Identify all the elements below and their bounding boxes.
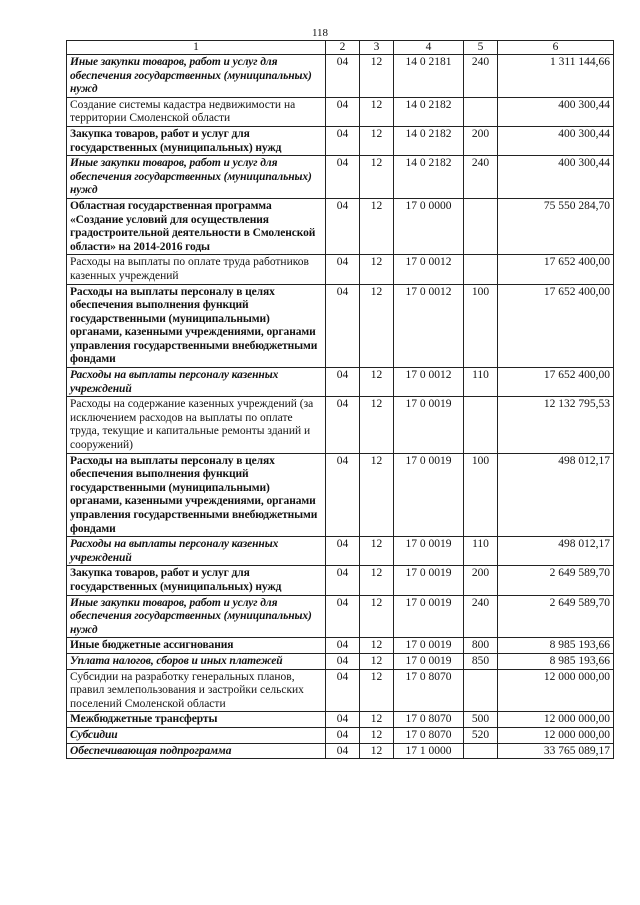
section-code-cell: 04	[326, 198, 360, 254]
target-article-cell: 17 0 8070	[394, 669, 464, 712]
subsection-code-cell: 12	[360, 397, 394, 453]
section-code-cell: 04	[326, 368, 360, 397]
column-header: 5	[464, 41, 498, 55]
expense-type-cell: 200	[464, 126, 498, 155]
expense-type-cell	[464, 198, 498, 254]
section-code-cell: 04	[326, 97, 360, 126]
section-code-cell: 04	[326, 727, 360, 743]
target-article-cell: 17 0 0012	[394, 255, 464, 284]
expense-type-cell: 110	[464, 368, 498, 397]
budget-table	[66, 40, 614, 759]
amount-cell: 12 000 000,00	[498, 669, 614, 712]
amount-cell: 17 652 400,00	[498, 255, 614, 284]
subsection-code-cell: 12	[360, 156, 394, 199]
expense-name-cell: Иные закупки товаров, работ и услуг для обеспечения государственных (муниципальных) нужд	[67, 156, 326, 199]
amount-cell: 12 132 795,53	[498, 397, 614, 453]
target-article-cell: 17 0 8070	[394, 727, 464, 743]
expense-type-cell	[464, 743, 498, 759]
subsection-code-cell: 12	[360, 55, 394, 98]
table-row	[67, 55, 614, 98]
target-article-cell: 14 0 2181	[394, 55, 464, 98]
target-article-cell: 14 0 2182	[394, 156, 464, 199]
subsection-code-cell: 12	[360, 653, 394, 669]
subsection-code-cell: 12	[360, 566, 394, 595]
table-body	[67, 55, 614, 759]
table-row	[67, 566, 614, 595]
expense-name-cell: Расходы на выплаты персоналу в целях обеспечения выполнения функций государственными (муниципальными) органами, казенными учреждениями, органами управления государственными внебюджетными фондами	[67, 284, 326, 368]
section-code-cell: 04	[326, 712, 360, 728]
section-code-cell: 04	[326, 566, 360, 595]
column-header: 6	[498, 41, 614, 55]
target-article-cell: 17 0 0012	[394, 284, 464, 368]
subsection-code-cell: 12	[360, 284, 394, 368]
table-row	[67, 453, 614, 537]
expense-name-cell: Межбюджетные трансферты	[67, 712, 326, 728]
expense-type-cell	[464, 97, 498, 126]
target-article-cell: 17 0 8070	[394, 712, 464, 728]
target-article-cell: 17 0 0000	[394, 198, 464, 254]
expense-name-cell: Иные закупки товаров, работ и услуг для обеспечения государственных (муниципальных) нужд	[67, 595, 326, 638]
target-article-cell: 17 0 0012	[394, 368, 464, 397]
table-row	[67, 595, 614, 638]
amount-cell: 400 300,44	[498, 126, 614, 155]
section-code-cell: 04	[326, 638, 360, 654]
expense-type-cell: 520	[464, 727, 498, 743]
amount-cell: 33 765 089,17	[498, 743, 614, 759]
expense-name-cell: Областная государственная программа «Создание условий для осуществления градостроительной деятельности в Смоленской области» на 2014-2016 годы	[67, 198, 326, 254]
expense-type-cell: 110	[464, 537, 498, 566]
expense-type-cell: 500	[464, 712, 498, 728]
section-code-cell: 04	[326, 55, 360, 98]
expense-type-cell: 240	[464, 55, 498, 98]
target-article-cell: 17 0 0019	[394, 566, 464, 595]
expense-name-cell: Расходы на выплаты персоналу казенных учреждений	[67, 368, 326, 397]
amount-cell: 400 300,44	[498, 156, 614, 199]
amount-cell: 17 652 400,00	[498, 284, 614, 368]
expense-name-cell: Закупка товаров, работ и услуг для государственных (муниципальных) нужд	[67, 566, 326, 595]
section-code-cell: 04	[326, 126, 360, 155]
table-row	[67, 743, 614, 759]
section-code-cell: 04	[326, 653, 360, 669]
amount-cell: 2 649 589,70	[498, 566, 614, 595]
target-article-cell: 17 0 0019	[394, 595, 464, 638]
section-code-cell: 04	[326, 397, 360, 453]
subsection-code-cell: 12	[360, 669, 394, 712]
section-code-cell: 04	[326, 537, 360, 566]
expense-name-cell: Обеспечивающая подпрограмма	[67, 743, 326, 759]
table-row	[67, 653, 614, 669]
table-row	[67, 727, 614, 743]
section-code-cell: 04	[326, 595, 360, 638]
column-header: 3	[360, 41, 394, 55]
section-code-cell: 04	[326, 284, 360, 368]
subsection-code-cell: 12	[360, 126, 394, 155]
section-code-cell: 04	[326, 156, 360, 199]
subsection-code-cell: 12	[360, 198, 394, 254]
page-number: 118	[311, 27, 329, 39]
table-row	[67, 198, 614, 254]
subsection-code-cell: 12	[360, 743, 394, 759]
expense-name-cell: Субсидии на разработку генеральных планов, правил землепользования и застройки сельских поселений Смоленской области	[67, 669, 326, 712]
column-number-row	[67, 41, 614, 55]
amount-cell: 12 000 000,00	[498, 727, 614, 743]
expense-type-cell: 100	[464, 284, 498, 368]
column-header: 4	[394, 41, 464, 55]
expense-name-cell: Расходы на выплаты персоналу казенных учреждений	[67, 537, 326, 566]
table-row	[67, 669, 614, 712]
section-code-cell: 04	[326, 453, 360, 537]
subsection-code-cell: 12	[360, 638, 394, 654]
expense-name-cell: Расходы на содержание казенных учреждений (за исключением расходов на выплаты по оплате труда, текущие и капитальные ремонты зданий и сооружений)	[67, 397, 326, 453]
subsection-code-cell: 12	[360, 727, 394, 743]
target-article-cell: 17 0 0019	[394, 537, 464, 566]
expense-name-cell: Уплата налогов, сборов и иных платежей	[67, 653, 326, 669]
amount-cell: 8 985 193,66	[498, 653, 614, 669]
expense-name-cell: Иные закупки товаров, работ и услуг для обеспечения государственных (муниципальных) нужд	[67, 55, 326, 98]
target-article-cell: 17 1 0000	[394, 743, 464, 759]
expense-name-cell: Закупка товаров, работ и услуг для государственных (муниципальных) нужд	[67, 126, 326, 155]
amount-cell: 400 300,44	[498, 97, 614, 126]
expense-type-cell	[464, 397, 498, 453]
expense-name-cell: Расходы на выплаты по оплате труда работников казенных учреждений	[67, 255, 326, 284]
table-row	[67, 284, 614, 368]
amount-cell: 75 550 284,70	[498, 198, 614, 254]
subsection-code-cell: 12	[360, 453, 394, 537]
amount-cell: 498 012,17	[498, 537, 614, 566]
expense-name-cell: Расходы на выплаты персоналу в целях обеспечения выполнения функций государственными (муниципальными) органами, казенными учреждениями, органами управления государственными внебюджетными фондами	[67, 453, 326, 537]
expense-type-cell: 850	[464, 653, 498, 669]
table-row	[67, 255, 614, 284]
subsection-code-cell: 12	[360, 97, 394, 126]
amount-cell: 2 649 589,70	[498, 595, 614, 638]
target-article-cell: 17 0 0019	[394, 397, 464, 453]
subsection-code-cell: 12	[360, 537, 394, 566]
table-row	[67, 712, 614, 728]
expense-type-cell: 800	[464, 638, 498, 654]
expense-name-cell: Субсидии	[67, 727, 326, 743]
amount-cell: 8 985 193,66	[498, 638, 614, 654]
target-article-cell: 17 0 0019	[394, 653, 464, 669]
target-article-cell: 14 0 2182	[394, 97, 464, 126]
expense-name-cell: Создание системы кадастра недвижимости на территории Смоленской области	[67, 97, 326, 126]
expense-type-cell: 200	[464, 566, 498, 595]
amount-cell: 498 012,17	[498, 453, 614, 537]
table-row	[67, 156, 614, 199]
subsection-code-cell: 12	[360, 255, 394, 284]
section-code-cell: 04	[326, 255, 360, 284]
expense-type-cell: 100	[464, 453, 498, 537]
table-row	[67, 126, 614, 155]
expense-name-cell: Иные бюджетные ассигнования	[67, 638, 326, 654]
amount-cell: 1 311 144,66	[498, 55, 614, 98]
subsection-code-cell: 12	[360, 595, 394, 638]
table-row	[67, 97, 614, 126]
column-header: 2	[326, 41, 360, 55]
expense-type-cell: 240	[464, 156, 498, 199]
table-row	[67, 537, 614, 566]
expense-type-cell: 240	[464, 595, 498, 638]
column-header: 1	[67, 41, 326, 55]
amount-cell: 17 652 400,00	[498, 368, 614, 397]
table-row	[67, 638, 614, 654]
expense-type-cell	[464, 255, 498, 284]
expense-type-cell	[464, 669, 498, 712]
target-article-cell: 17 0 0019	[394, 638, 464, 654]
table-row	[67, 368, 614, 397]
section-code-cell: 04	[326, 743, 360, 759]
table-row	[67, 397, 614, 453]
section-code-cell: 04	[326, 669, 360, 712]
subsection-code-cell: 12	[360, 368, 394, 397]
target-article-cell: 14 0 2182	[394, 126, 464, 155]
target-article-cell: 17 0 0019	[394, 453, 464, 537]
subsection-code-cell: 12	[360, 712, 394, 728]
amount-cell: 12 000 000,00	[498, 712, 614, 728]
